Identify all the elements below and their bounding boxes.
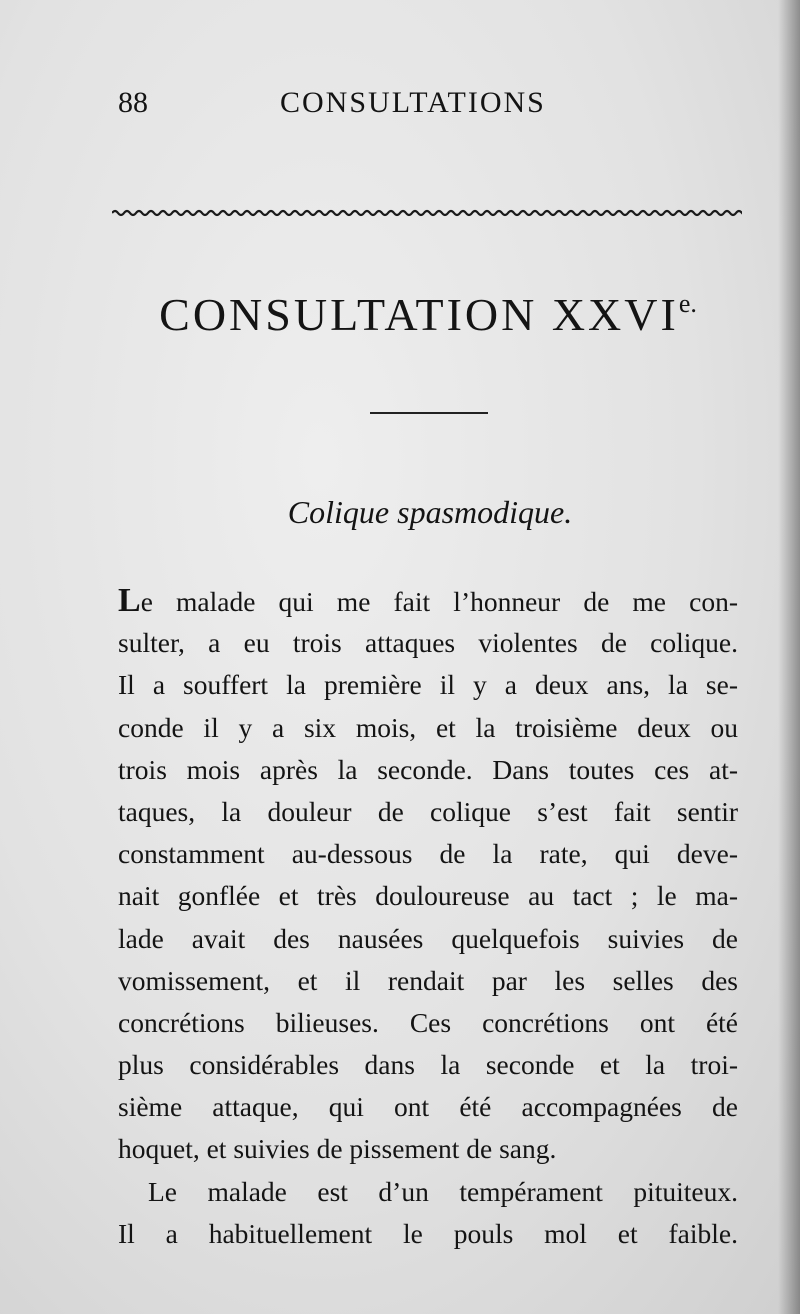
text-line: constamment au-dessous de la rate, qui deve-	[118, 838, 738, 870]
page-edge-shadow	[778, 0, 800, 1314]
ornamental-wavy-rule	[112, 208, 742, 218]
chapter-title-suffix: e.	[678, 289, 697, 318]
text-line: taques, la douleur de colique s’est fait sentir	[118, 795, 738, 827]
text-line: sième attaque, qui ont été accompagnées de	[118, 1091, 738, 1123]
text-line: Il a souffert la première il y a deux ans, la se-	[118, 669, 738, 701]
text-line: hoquet, et suivies de pissement de sang.	[118, 1133, 557, 1165]
text-line: conde il y a six mois, et la troisième deux ou	[118, 711, 738, 743]
text-line: sulter, a eu trois attaques violentes de colique.	[118, 627, 738, 659]
text-line: Le malade qui me fait l’honneur de me con-	[118, 582, 738, 619]
text-line: Il a habituellement le pouls mol et faible.	[118, 1217, 738, 1249]
text-line: nait gonflée et très douloureuse au tact ; le ma-	[118, 880, 738, 912]
body-text	[118, 580, 738, 1255]
page-number: 88	[118, 86, 148, 119]
running-title: CONSULTATIONS	[280, 86, 546, 119]
chapter-title-text: CONSULTATION XXVI	[159, 289, 679, 340]
text-line: plus considérables dans la seconde et la troi-	[118, 1049, 738, 1081]
text-line: Le malade est d’un tempérament pituiteux.	[148, 1175, 738, 1207]
text-line: trois mois après la seconde. Dans toutes ces at-	[118, 753, 738, 785]
text-line: lade avait des nausées quelquefois suivies de	[118, 922, 738, 954]
section-subtitle: Colique spasmodique.	[287, 494, 573, 530]
text-line: vomissement, et il rendait par les selles des	[118, 964, 738, 996]
short-rule	[370, 412, 488, 414]
page-header	[112, 82, 732, 126]
text-line: concrétions bilieuses. Ces concrétions ont été	[118, 1006, 738, 1038]
drop-cap: L	[118, 582, 141, 619]
chapter-title	[118, 288, 738, 341]
